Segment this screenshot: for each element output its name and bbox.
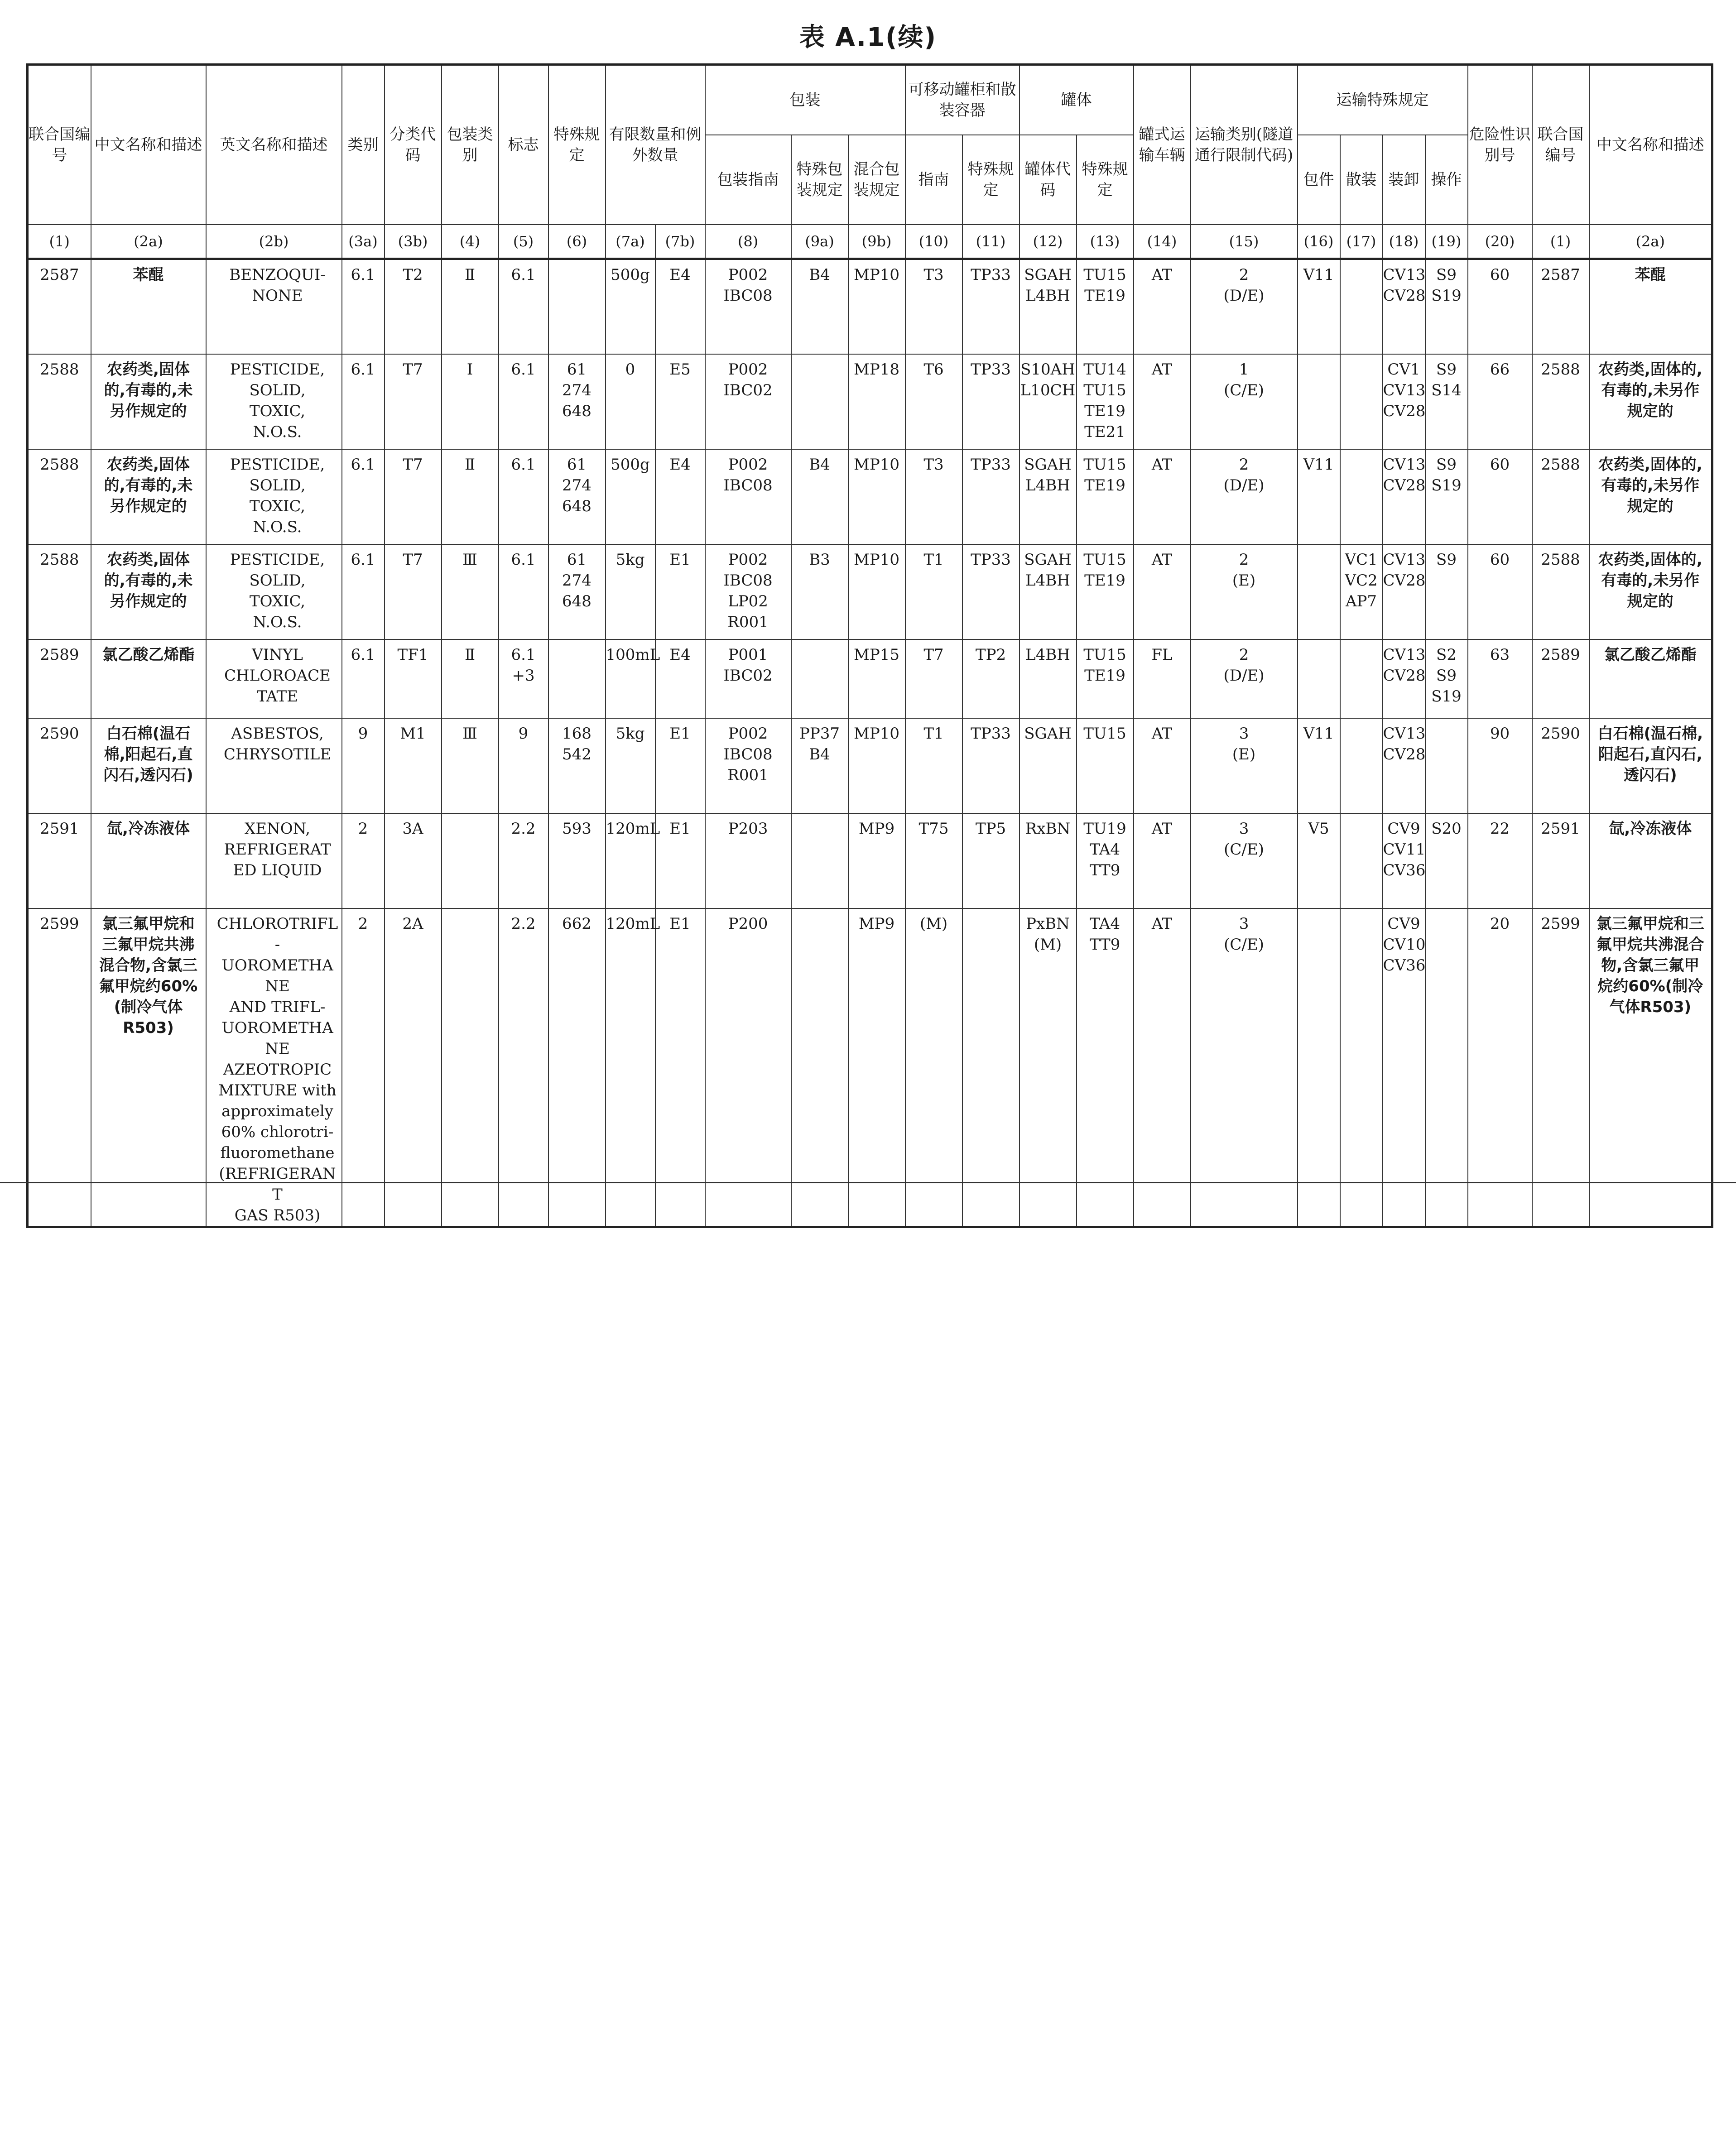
cell-tank-vehicle: AT — [1134, 544, 1191, 639]
cell-label: 6.1 — [499, 544, 548, 639]
col-header-tank-code: 罐体代码 — [1019, 135, 1077, 225]
column-number: (1) — [1532, 225, 1589, 259]
cell-excepted-quantity: E1 — [655, 544, 705, 639]
cell-label: 6.1 — [499, 354, 548, 449]
cell-name-en: XENON, REFRIGERAT ED LIQUID — [206, 813, 342, 908]
cell-portable-instructions: T3 — [905, 259, 962, 354]
cell-label: 6.1 — [499, 449, 548, 544]
cell-bulk-provisions — [1340, 639, 1383, 718]
cell-mixed-packing: MP18 — [848, 354, 905, 449]
cell-name-zh: 农药类,固体的,有毒的,未另作规定的 — [91, 449, 206, 544]
cell-portable-instructions: T3 — [905, 449, 962, 544]
table-row — [28, 354, 1712, 449]
cell-excepted-quantity: E1 — [655, 718, 705, 813]
cell-loading-provisions: CV13 CV28 — [1383, 449, 1425, 544]
cell-package-provisions — [1298, 544, 1340, 639]
col-header-packing-instructions: 包装指南 — [705, 135, 791, 225]
cell-packing-group: Ⅲ — [442, 718, 499, 813]
cell-portable-special: TP2 — [962, 639, 1019, 718]
col-header-bulk: 散装 — [1340, 135, 1383, 225]
cell-packing-instructions: P002 IBC08 — [705, 449, 791, 544]
cell-limited-quantity: 0 — [606, 354, 655, 449]
cell-name-zh-right: 氯乙酸乙烯酯 — [1589, 639, 1712, 718]
col-header-un-no: 联合国编号 — [28, 65, 91, 225]
cell-transport-category: 2 (D/E) — [1191, 639, 1298, 718]
cell-class: 6.1 — [342, 544, 385, 639]
cell-transport-category: 1 (C/E) — [1191, 354, 1298, 449]
cell-packing-instructions: P001 IBC02 — [705, 639, 791, 718]
page-divider — [0, 1182, 1736, 1183]
cell-portable-instructions: T6 — [905, 354, 962, 449]
cell-name-zh-right: 氙,冷冻液体 — [1589, 813, 1712, 908]
cell-name-en: PESTICIDE, SOLID, TOXIC, N.O.S. — [206, 354, 342, 449]
cell-tank-special: TU15 TE19 — [1077, 639, 1134, 718]
cell-packing-instructions: P002 IBC08 LP02 R001 — [705, 544, 791, 639]
cell-special-provisions — [548, 639, 606, 718]
group-header-packaging: 包装 — [705, 65, 905, 135]
cell-class: 6.1 — [342, 259, 385, 354]
cell-transport-category: 3 (C/E) — [1191, 813, 1298, 908]
cell-un-number: 2587 — [28, 259, 91, 354]
cell-package-provisions: V11 — [1298, 259, 1340, 354]
cell-class-code: T7 — [385, 449, 442, 544]
cell-limited-quantity: 5kg — [606, 718, 655, 813]
cell-name-zh: 农药类,固体的,有毒的,未另作规定的 — [91, 544, 206, 639]
cell-tank-code: L4BH — [1019, 639, 1077, 718]
cell-hazard-id: 20 — [1468, 908, 1532, 1227]
col-header-un-no-right: 联合国编号 — [1532, 65, 1589, 225]
cell-packing-group: Ⅰ — [442, 354, 499, 449]
cell-hazard-id: 63 — [1468, 639, 1532, 718]
cell-portable-special: TP33 — [962, 449, 1019, 544]
table-row — [28, 544, 1712, 639]
cell-bulk-provisions: VC1 VC2 AP7 — [1340, 544, 1383, 639]
cell-name-zh: 白石棉(温石棉,阳起石,直闪石,透闪石) — [91, 718, 206, 813]
cell-un-number-right: 2588 — [1532, 544, 1589, 639]
dangerous-goods-table-container — [26, 63, 1711, 1228]
column-number: (7b) — [655, 225, 705, 259]
cell-packing-instructions: P203 — [705, 813, 791, 908]
cell-packing-group: Ⅱ — [442, 639, 499, 718]
cell-hazard-id: 60 — [1468, 544, 1532, 639]
table-row — [28, 259, 1712, 354]
cell-tank-code: SGAH L4BH — [1019, 544, 1077, 639]
cell-class-code: T2 — [385, 259, 442, 354]
cell-tank-code: S10AH L10CH — [1019, 354, 1077, 449]
cell-portable-instructions: T1 — [905, 544, 962, 639]
cell-portable-special: TP33 — [962, 544, 1019, 639]
cell-class-code: M1 — [385, 718, 442, 813]
cell-transport-category: 3 (E) — [1191, 718, 1298, 813]
cell-special-provisions: 593 — [548, 813, 606, 908]
column-number: (13) — [1077, 225, 1134, 259]
cell-class-code: T7 — [385, 354, 442, 449]
cell-bulk-provisions — [1340, 718, 1383, 813]
cell-package-provisions: V11 — [1298, 449, 1340, 544]
cell-transport-category: 2 (E) — [1191, 544, 1298, 639]
column-number: (12) — [1019, 225, 1077, 259]
cell-mixed-packing: MP10 — [848, 544, 905, 639]
column-number: (4) — [442, 225, 499, 259]
column-number: (17) — [1340, 225, 1383, 259]
column-number: (3b) — [385, 225, 442, 259]
cell-special-packing — [791, 354, 848, 449]
cell-name-zh-right: 氯三氟甲烷和三氟甲烷共沸混合物,含氯三氟甲烷约60%(制冷气体R503) — [1589, 908, 1712, 1227]
cell-un-number-right: 2599 — [1532, 908, 1589, 1227]
cell-packing-instructions: P002 IBC08 R001 — [705, 718, 791, 813]
cell-operation-provisions: S9 — [1425, 544, 1468, 639]
column-number-row — [28, 225, 1712, 259]
cell-transport-category: 2 (D/E) — [1191, 259, 1298, 354]
cell-portable-special: TP33 — [962, 354, 1019, 449]
cell-tank-vehicle: AT — [1134, 718, 1191, 813]
col-header-portable-instructions: 指南 — [905, 135, 962, 225]
cell-name-en: BENZOQUI- NONE — [206, 259, 342, 354]
cell-loading-provisions: CV9 CV10 CV36 — [1383, 908, 1425, 1227]
col-header-special-packing: 特殊包装规定 — [791, 135, 848, 225]
dangerous-goods-table — [26, 63, 1713, 1228]
cell-excepted-quantity: E4 — [655, 449, 705, 544]
cell-operation-provisions: S9 S14 — [1425, 354, 1468, 449]
cell-class-code: T7 — [385, 544, 442, 639]
cell-label: 2.2 — [499, 813, 548, 908]
cell-limited-quantity: 100mL — [606, 639, 655, 718]
cell-excepted-quantity: E1 — [655, 908, 705, 1227]
cell-bulk-provisions — [1340, 354, 1383, 449]
cell-hazard-id: 60 — [1468, 449, 1532, 544]
cell-hazard-id: 60 — [1468, 259, 1532, 354]
column-number: (18) — [1383, 225, 1425, 259]
cell-un-number: 2591 — [28, 813, 91, 908]
cell-packing-instructions: P200 — [705, 908, 791, 1227]
cell-class: 6.1 — [342, 449, 385, 544]
cell-loading-provisions: CV13 CV28 — [1383, 259, 1425, 354]
group-header-transport-special: 运输特殊规定 — [1298, 65, 1468, 135]
cell-special-provisions — [548, 259, 606, 354]
cell-un-number-right: 2589 — [1532, 639, 1589, 718]
cell-name-zh: 氯乙酸乙烯酯 — [91, 639, 206, 718]
cell-tank-code: SGAH — [1019, 718, 1077, 813]
cell-special-packing: B4 — [791, 259, 848, 354]
cell-class: 2 — [342, 813, 385, 908]
cell-packing-instructions: P002 IBC08 — [705, 259, 791, 354]
cell-operation-provisions — [1425, 718, 1468, 813]
cell-name-zh-right: 农药类,固体的,有毒的,未另作规定的 — [1589, 449, 1712, 544]
cell-transport-category: 3 (C/E) — [1191, 908, 1298, 1227]
cell-special-provisions: 61 274 648 — [548, 354, 606, 449]
cell-un-number-right: 2590 — [1532, 718, 1589, 813]
cell-portable-special: TP33 — [962, 259, 1019, 354]
column-number: (19) — [1425, 225, 1468, 259]
cell-packing-group: Ⅱ — [442, 259, 499, 354]
cell-portable-special: TP33 — [962, 718, 1019, 813]
cell-tank-special: TU14 TU15 TE19 TE21 — [1077, 354, 1134, 449]
cell-packing-group: Ⅲ — [442, 544, 499, 639]
cell-name-en: ASBESTOS, CHRYSOTILE — [206, 718, 342, 813]
cell-bulk-provisions — [1340, 813, 1383, 908]
cell-tank-code: RxBN — [1019, 813, 1077, 908]
cell-package-provisions — [1298, 354, 1340, 449]
column-number: (1) — [28, 225, 91, 259]
table-row — [28, 449, 1712, 544]
cell-special-packing: B4 — [791, 449, 848, 544]
cell-special-provisions: 61 274 648 — [548, 544, 606, 639]
group-header-tank: 罐体 — [1019, 65, 1134, 135]
cell-tank-code: PxBN (M) — [1019, 908, 1077, 1227]
cell-portable-instructions: T1 — [905, 718, 962, 813]
cell-loading-provisions: CV1 CV13 CV28 — [1383, 354, 1425, 449]
col-header-name-zh-right: 中文名称和描述 — [1589, 65, 1712, 225]
cell-un-number: 2588 — [28, 544, 91, 639]
cell-un-number: 2588 — [28, 354, 91, 449]
cell-mixed-packing: MP9 — [848, 813, 905, 908]
cell-portable-instructions: (M) — [905, 908, 962, 1227]
cell-portable-instructions: T7 — [905, 639, 962, 718]
col-header-name-en: 英文名称和描述 — [206, 65, 342, 225]
cell-class: 2 — [342, 908, 385, 1227]
cell-name-zh-right: 白石棉(温石棉,阳起石,直闪石,透闪石) — [1589, 718, 1712, 813]
cell-label: 6.1 +3 — [499, 639, 548, 718]
cell-portable-special — [962, 908, 1019, 1227]
col-header-package: 包件 — [1298, 135, 1340, 225]
col-header-label: 标志 — [499, 65, 548, 225]
cell-tank-special: TU15 — [1077, 718, 1134, 813]
cell-special-packing — [791, 908, 848, 1227]
cell-operation-provisions: S20 — [1425, 813, 1468, 908]
cell-class: 6.1 — [342, 639, 385, 718]
cell-special-packing: B3 — [791, 544, 848, 639]
cell-mixed-packing: MP9 — [848, 908, 905, 1227]
cell-packing-instructions: P002 IBC02 — [705, 354, 791, 449]
cell-name-zh-right: 农药类,固体的,有毒的,未另作规定的 — [1589, 354, 1712, 449]
cell-un-number-right: 2591 — [1532, 813, 1589, 908]
cell-limited-quantity: 5kg — [606, 544, 655, 639]
table-row — [28, 639, 1712, 718]
cell-mixed-packing: MP10 — [848, 718, 905, 813]
cell-bulk-provisions — [1340, 908, 1383, 1227]
column-number: (3a) — [342, 225, 385, 259]
column-number: (10) — [905, 225, 962, 259]
cell-mixed-packing: MP10 — [848, 449, 905, 544]
cell-packing-group — [442, 908, 499, 1227]
col-header-mixed-packing: 混合包装规定 — [848, 135, 905, 225]
cell-hazard-id: 66 — [1468, 354, 1532, 449]
cell-name-en: VINYL CHLOROACE TATE — [206, 639, 342, 718]
cell-tank-vehicle: AT — [1134, 354, 1191, 449]
cell-un-number: 2589 — [28, 639, 91, 718]
cell-tank-special: TA4 TT9 — [1077, 908, 1134, 1227]
cell-name-zh: 苯醌 — [91, 259, 206, 354]
cell-tank-special: TU15 TE19 — [1077, 259, 1134, 354]
cell-limited-quantity: 120mL — [606, 813, 655, 908]
col-header-loading: 装卸 — [1383, 135, 1425, 225]
cell-name-en: CHLOROTRIFL- UOROMETHANE AND TRIFL- UOROMETHANE AZEOTROPIC MIXTURE with approximately 60% chlorotri- fluoromethane (REFRIGERANT GAS R503) — [206, 908, 342, 1227]
cell-operation-provisions — [1425, 908, 1468, 1227]
cell-package-provisions: V11 — [1298, 718, 1340, 813]
column-number: (8) — [705, 225, 791, 259]
page-title: 表 A.1(续) — [799, 23, 937, 52]
cell-package-provisions — [1298, 908, 1340, 1227]
col-header-tank-special: 特殊规定 — [1077, 135, 1134, 225]
cell-special-provisions: 662 — [548, 908, 606, 1227]
column-number: (20) — [1468, 225, 1532, 259]
col-header-packing-group: 包装类别 — [442, 65, 499, 225]
column-number: (6) — [548, 225, 606, 259]
cell-name-en: PESTICIDE, SOLID, TOXIC, N.O.S. — [206, 544, 342, 639]
column-number: (15) — [1191, 225, 1298, 259]
col-header-name-zh: 中文名称和描述 — [91, 65, 206, 225]
table-row — [28, 718, 1712, 813]
cell-special-packing — [791, 813, 848, 908]
cell-loading-provisions: CV13 CV28 — [1383, 639, 1425, 718]
table-row — [28, 908, 1712, 1227]
cell-name-zh-right: 农药类,固体的,有毒的,未另作规定的 — [1589, 544, 1712, 639]
cell-un-number-right: 2587 — [1532, 259, 1589, 354]
cell-label: 2.2 — [499, 908, 548, 1227]
column-number: (11) — [962, 225, 1019, 259]
cell-un-number-right: 2588 — [1532, 354, 1589, 449]
cell-limited-quantity: 120mL — [606, 908, 655, 1227]
cell-name-zh-right: 苯醌 — [1589, 259, 1712, 354]
cell-excepted-quantity: E4 — [655, 259, 705, 354]
cell-package-provisions — [1298, 639, 1340, 718]
column-number: (9a) — [791, 225, 848, 259]
cell-un-number: 2590 — [28, 718, 91, 813]
cell-tank-vehicle: FL — [1134, 639, 1191, 718]
column-number: (5) — [499, 225, 548, 259]
cell-class-code: 3A — [385, 813, 442, 908]
cell-tank-special: TU15 TE19 — [1077, 449, 1134, 544]
cell-excepted-quantity: E1 — [655, 813, 705, 908]
cell-loading-provisions: CV13 CV28 — [1383, 718, 1425, 813]
cell-loading-provisions: CV13 CV28 — [1383, 544, 1425, 639]
cell-bulk-provisions — [1340, 259, 1383, 354]
cell-packing-group — [442, 813, 499, 908]
cell-tank-vehicle: AT — [1134, 259, 1191, 354]
cell-name-zh: 氯三氟甲烷和三氟甲烷共沸混合物,含氯三氟甲烷约60%(制冷气体R503) — [91, 908, 206, 1227]
col-header-operation: 操作 — [1425, 135, 1468, 225]
cell-name-zh: 农药类,固体的,有毒的,未另作规定的 — [91, 354, 206, 449]
column-number: (2a) — [1589, 225, 1712, 259]
cell-tank-vehicle: AT — [1134, 449, 1191, 544]
cell-special-provisions: 61 274 648 — [548, 449, 606, 544]
col-header-transport-category: 运输类别(隧道通行限制代码) — [1191, 65, 1298, 225]
cell-package-provisions: V5 — [1298, 813, 1340, 908]
column-number: (2a) — [91, 225, 206, 259]
cell-excepted-quantity: E5 — [655, 354, 705, 449]
col-header-class: 类别 — [342, 65, 385, 225]
cell-operation-provisions: S9 S19 — [1425, 449, 1468, 544]
cell-special-packing — [791, 639, 848, 718]
cell-mixed-packing: MP15 — [848, 639, 905, 718]
cell-mixed-packing: MP10 — [848, 259, 905, 354]
cell-hazard-id: 90 — [1468, 718, 1532, 813]
cell-class: 6.1 — [342, 354, 385, 449]
col-header-limited-quantities: 有限数量和例外数量 — [606, 65, 705, 225]
cell-un-number: 2588 — [28, 449, 91, 544]
cell-tank-vehicle: AT — [1134, 813, 1191, 908]
cell-name-en: PESTICIDE, SOLID, TOXIC, N.O.S. — [206, 449, 342, 544]
cell-limited-quantity: 500g — [606, 259, 655, 354]
column-number: (9b) — [848, 225, 905, 259]
cell-excepted-quantity: E4 — [655, 639, 705, 718]
cell-bulk-provisions — [1340, 449, 1383, 544]
cell-loading-provisions: CV9 CV11 CV36 — [1383, 813, 1425, 908]
cell-class-code: TF1 — [385, 639, 442, 718]
cell-special-provisions: 168 542 — [548, 718, 606, 813]
cell-limited-quantity: 500g — [606, 449, 655, 544]
col-header-tank-vehicle: 罐式运输车辆 — [1134, 65, 1191, 225]
column-number: (16) — [1298, 225, 1340, 259]
cell-tank-special: TU19 TA4 TT9 — [1077, 813, 1134, 908]
group-header-portable-tanks: 可移动罐柜和散装容器 — [905, 65, 1019, 135]
col-header-hazard-id: 危险性识别号 — [1468, 65, 1532, 225]
table-body — [28, 259, 1712, 1227]
col-header-special-provisions: 特殊规定 — [548, 65, 606, 225]
cell-packing-group: Ⅱ — [442, 449, 499, 544]
column-number: (2b) — [206, 225, 342, 259]
cell-operation-provisions: S9 S19 — [1425, 259, 1468, 354]
column-number: (7a) — [606, 225, 655, 259]
cell-class-code: 2A — [385, 908, 442, 1227]
column-number: (14) — [1134, 225, 1191, 259]
cell-label: 6.1 — [499, 259, 548, 354]
cell-portable-instructions: T75 — [905, 813, 962, 908]
col-header-class-code: 分类代码 — [385, 65, 442, 225]
cell-operation-provisions: S2 S9 S19 — [1425, 639, 1468, 718]
cell-un-number: 2599 — [28, 908, 91, 1227]
cell-tank-code: SGAH L4BH — [1019, 449, 1077, 544]
cell-portable-special: TP5 — [962, 813, 1019, 908]
cell-hazard-id: 22 — [1468, 813, 1532, 908]
header-row-top — [28, 65, 1712, 135]
cell-special-packing: PP37 B4 — [791, 718, 848, 813]
table-row — [28, 813, 1712, 908]
cell-class: 9 — [342, 718, 385, 813]
cell-un-number-right: 2588 — [1532, 449, 1589, 544]
cell-name-zh: 氙,冷冻液体 — [91, 813, 206, 908]
cell-tank-code: SGAH L4BH — [1019, 259, 1077, 354]
cell-transport-category: 2 (D/E) — [1191, 449, 1298, 544]
col-header-portable-special: 特殊规定 — [962, 135, 1019, 225]
cell-tank-special: TU15 TE19 — [1077, 544, 1134, 639]
cell-tank-vehicle: AT — [1134, 908, 1191, 1227]
cell-label: 9 — [499, 718, 548, 813]
